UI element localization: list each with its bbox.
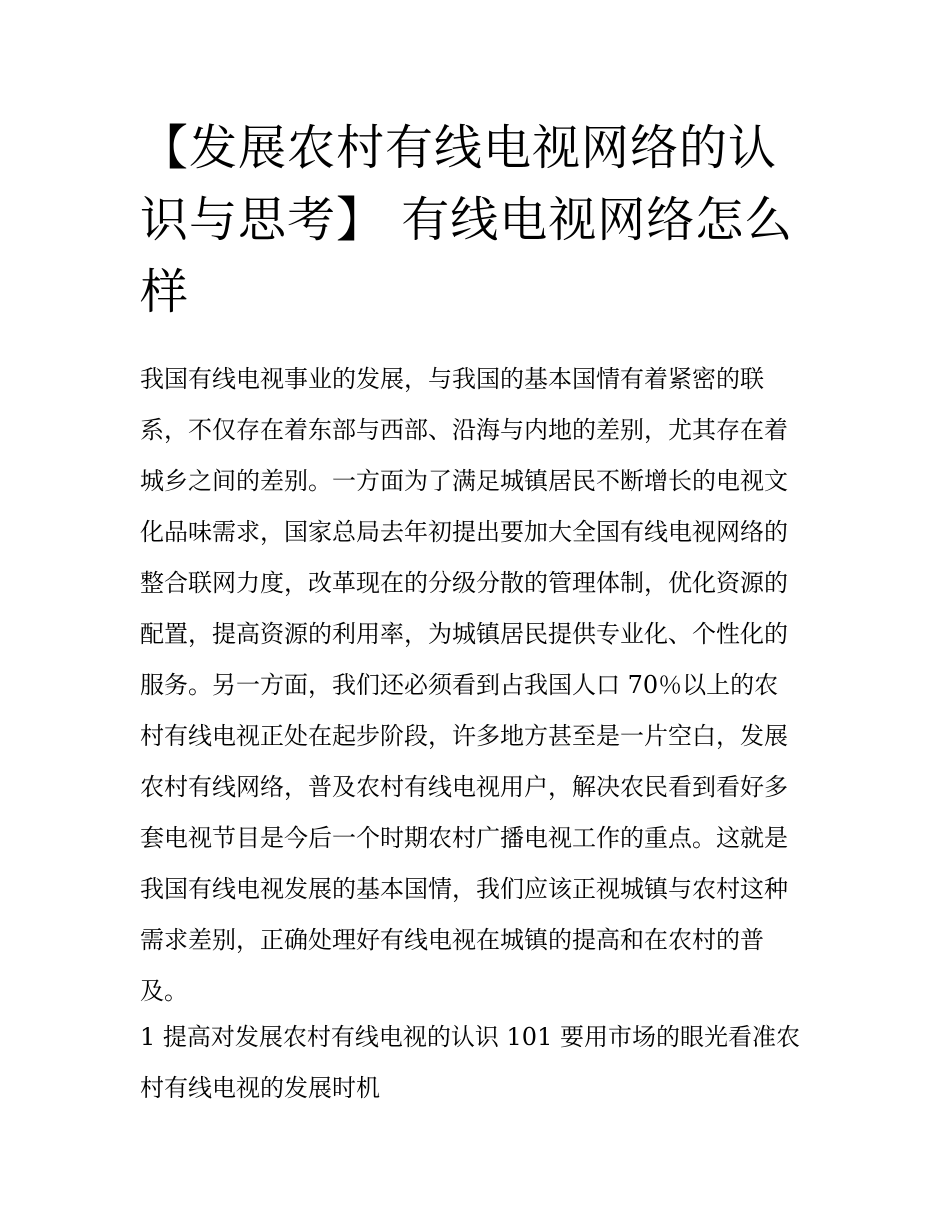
text-line: 需求差别，正确处理好有线电视在城镇的提高和在农村的普 bbox=[140, 926, 764, 954]
text-line: 村有线电视正处在起步阶段，许多地方甚至是一片空白，发展 bbox=[140, 722, 788, 750]
text-line: 我国有线电视事业的发展，与我国的基本国情有着紧密的联 bbox=[140, 365, 764, 393]
text-line: 化品味需求，国家总局去年初提出要加大全国有线电视网络的 bbox=[140, 518, 788, 546]
title-line: 样 bbox=[140, 264, 190, 320]
document-title bbox=[140, 112, 820, 328]
text-line: 1 提高对发展农村有线电视的认识 101 要用市场的眼光看准农 bbox=[140, 1023, 800, 1051]
title-line: 【发展农村有线电视网络的认 bbox=[140, 120, 778, 176]
text-line: 我国有线电视发展的基本国情，我们应该正视城镇与农村这种 bbox=[140, 875, 788, 903]
text-line: 服务。另一方面，我们还必须看到占我国人口 70％以上的农 bbox=[140, 671, 779, 699]
text-line: 套电视节目是今后一个时期农村广播电视工作的重点。这就是 bbox=[140, 824, 788, 852]
text-line: 城乡之间的差别。一方面为了满足城镇居民不断增长的电视文 bbox=[140, 467, 788, 495]
text-line: 农村有线网络，普及农村有线电视用户，解决农民看到看好多 bbox=[140, 773, 788, 801]
text-line: 整合联网力度，改革现在的分级分散的管理体制，优化资源的 bbox=[140, 569, 788, 597]
text-line: 村有线电视的发展时机 bbox=[140, 1074, 380, 1102]
body-paragraph-1 bbox=[140, 354, 820, 1017]
body-paragraph-2 bbox=[140, 1012, 820, 1114]
text-line: 系，不仅存在着东部与西部、沿海与内地的差别，尤其存在着 bbox=[140, 416, 788, 444]
text-line: 配置，提高资源的利用率，为城镇居民提供专业化、个性化的 bbox=[140, 620, 788, 648]
title-line: 识与思考】 有线电视网络怎么 bbox=[140, 192, 794, 248]
text-line: 及。 bbox=[140, 977, 188, 1005]
